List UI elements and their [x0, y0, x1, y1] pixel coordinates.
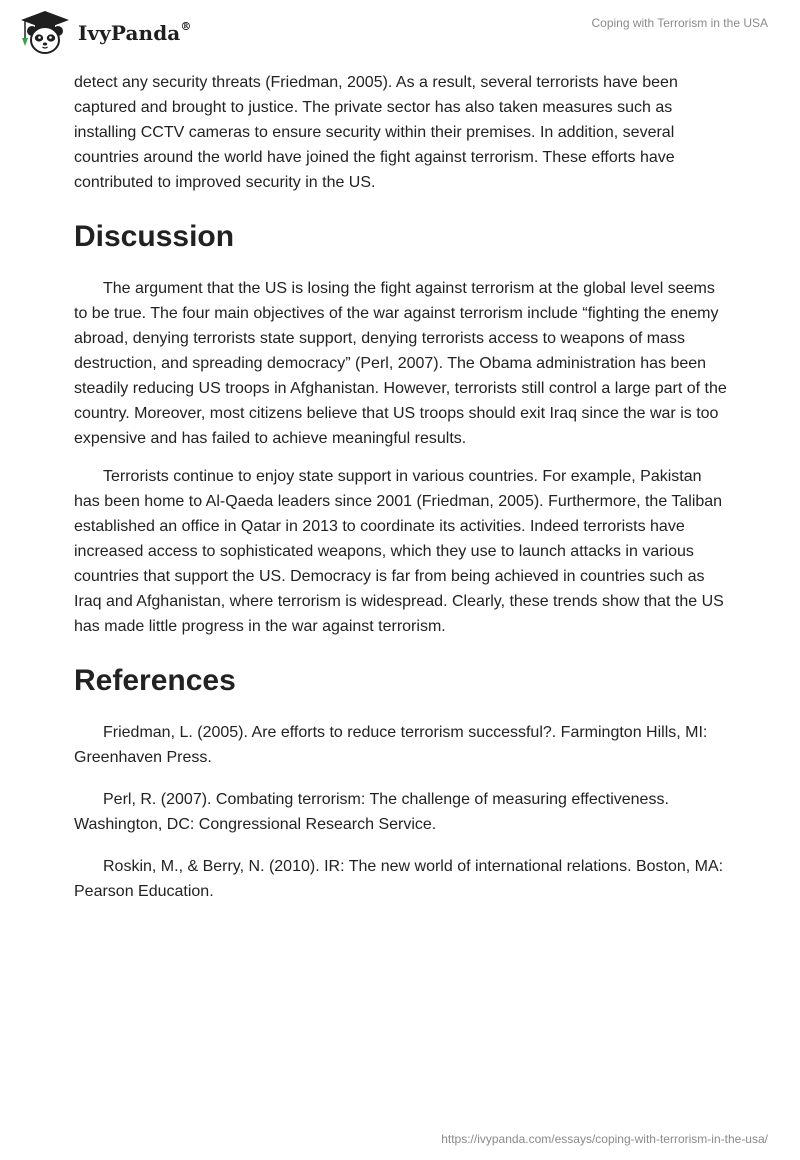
document-title: Coping with Terrorism in the USA — [591, 16, 768, 30]
reference-item-3: Roskin, M., & Berry, N. (2010). IR: The new world of international relations. Boston, MA: Pearson Education. — [74, 858, 724, 900]
essay-content — [74, 70, 730, 921]
ivypanda-logo[interactable] — [16, 8, 191, 56]
brand-name: IvyPanda® — [78, 20, 192, 45]
references-heading: References — [74, 664, 236, 697]
reference-item-2: Perl, R. (2007). Combating terrorism: The challenge of measuring effectiveness. Washington, DC: Congressional Research Service. — [74, 791, 669, 833]
page-header — [0, 0, 800, 64]
discussion-heading: Discussion — [74, 220, 235, 253]
source-url[interactable]: https://ivypanda.com/essays/coping-with-terrorism-in-the-usa/ — [441, 1132, 768, 1146]
intro-paragraph: detect any security threats (Friedman, 2005). As a result, several terrorists have been captured and brought to justice. The private sector has also taken measures such as installing CCTV cameras to ensure security within their premises. In addition, several countries around the world have joined the fight against terrorism. These efforts have contributed to improved security in the US. — [74, 74, 678, 191]
discussion-paragraph-2: Terrorists continue to enjoy state support in various countries. For example, Pakistan has been home to Al-Qaeda leaders since 2001 (Friedman, 2005). Furthermore, the Taliban established an office in Qatar in 2013 to coordinate its activities. Indeed terrorists have increased access to sophisticated weapons, which they use to launch attacks in various countries that support the US. Democracy is far from being achieved in countries such as Iraq and Afghanistan, where terrorism is widespread. Clearly, these trends show that the US has made little progress in the war against terrorism. — [74, 468, 724, 635]
reference-item-1: Friedman, L. (2005). Are efforts to reduce terrorism successful?. Farmington Hills, MI: Greenhaven Press. — [74, 724, 708, 766]
panda-graduation-icon — [16, 8, 74, 56]
discussion-paragraph-1: The argument that the US is losing the fight against terrorism at the global level seems to be true. The four main objectives of the war against terrorism include “fighting the enemy abroad, denying terrorists state support, denying terrorists access to weapons of mass destruction, and spreading democracy” (Perl, 2007). The Obama administration has been steadily reducing US troops in Afghanistan. However, terrorists still control a large part of the country. Moreover, most citizens believe that US troops should exit Iraq since the war is too expensive and has failed to achieve meaningful results. — [74, 280, 727, 447]
